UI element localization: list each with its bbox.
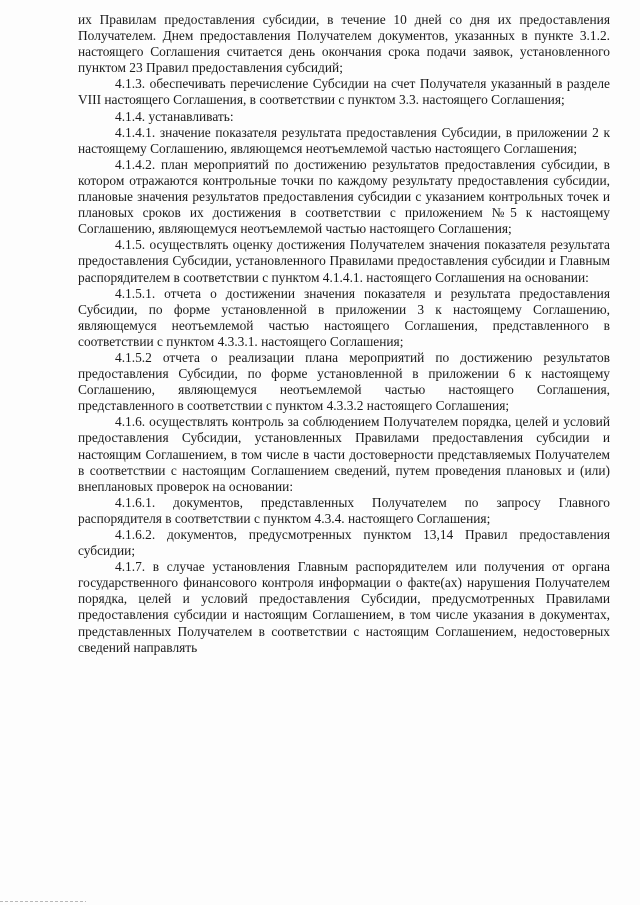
paragraph-4-1-4: 4.1.4. устанавливать: [115, 108, 234, 124]
paragraph-continuation: их Правилам предоставления субсидии, в течение 10 дней со дня их предоставления Получателем. Днем предоставления Получателем документов, указанных в пункте 3.1.2. настоящего Соглашения считается день окончания срока подачи заявок, установленного пунктом 23 Правил предоставления субсидий; [78, 12, 610, 76]
paragraph-4-1-7: 4.1.7. в случае установления Главным распорядителем или получения от органа государственного финансового контроля информации о факте(ах) нарушения Получателем порядка, целей и условий предоставления Субсидии, предусмотренных Правилами предоставления субсидии и настоящим Соглашением, в том числе указания в документах, представленных Получателем в соответствии с настоящим Соглашением, недостоверных сведений направлять [78, 559, 610, 655]
paragraph-4-1-5-1: 4.1.5.1. отчета о достижении значения показателя и результата предоставления Субсидии, по форме установленной в приложении 3 к настоящему Соглашению, являющемуся неотъемлемой частью настоящего Соглашения, представленного в соответствии с пунктом 4.3.3.1. настоящего Соглашения; [78, 285, 610, 349]
paragraph-4-1-5: 4.1.5. осуществлять оценку достижения Получателем значения показателя результата предоставления Субсидии, установленного Правилами предоставления субсидии и Главным распорядителем в соответствии с пунктом 4.1.4.1. настоящего Соглашения на основании: [78, 237, 610, 285]
paragraph-4-1-6: 4.1.6. осуществлять контроль за соблюдением Получателем порядка, целей и условий предоставления Субсидии, установленных Правилами предоставления субсидии и настоящим Соглашением, в том числе в части достоверности представляемых Получателем в соответствии с настоящим Соглашением сведений, путем проведения плановых и (или) внеплановых проверок на основании: [78, 414, 610, 494]
paragraph-4-1-3: 4.1.3. обеспечивать перечисление Субсидии на счет Получателя указанный в разделе VIII настоящего Соглашения, в соответствии с пунктом 3.3. настоящего Соглашения; [78, 76, 610, 108]
paragraph-4-1-5-2: 4.1.5.2 отчета о реализации плана мероприятий по достижению результатов предоставления Субсидии, по форме установленной в приложении 6 к настоящему Соглашению, являющемуся неотъемлемой частью настоящего Соглашения, представленного в соответствии с пунктом 4.3.3.2 настоящего Соглашения; [78, 349, 610, 414]
paragraph-4-1-4-1: 4.1.4.1. значение показателя результата предоставления Субсидии, в приложении 2 к настоящему Соглашению, являющемся неотъемлемой частью настоящего Соглашения; [78, 124, 610, 156]
scan-edge-mark [0, 901, 86, 902]
document-body [78, 12, 610, 656]
paragraph-4-1-4-2: 4.1.4.2. план мероприятий по достижению результатов предоставления субсидии, в котором отражаются контрольные точки по каждому результату предоставления субсидии, плановые значения результатов предоставления субсидии с указанием контрольных точек и плановых сроков их достижения в соответствии с приложением №5 к настоящему Соглашению, являющемуся неотъемлемой частью настоящего Соглашения; [78, 156, 610, 237]
paragraph-4-1-6-2: 4.1.6.2. документов, предусмотренных пунктом 13,14 Правил предоставления субсидии; [78, 527, 610, 559]
paragraph-4-1-6-1: 4.1.6.1. документов, представленных Получателем по запросу Главного распорядителя в соответствии с пунктом 4.3.4. настоящего Соглашения; [78, 494, 610, 526]
